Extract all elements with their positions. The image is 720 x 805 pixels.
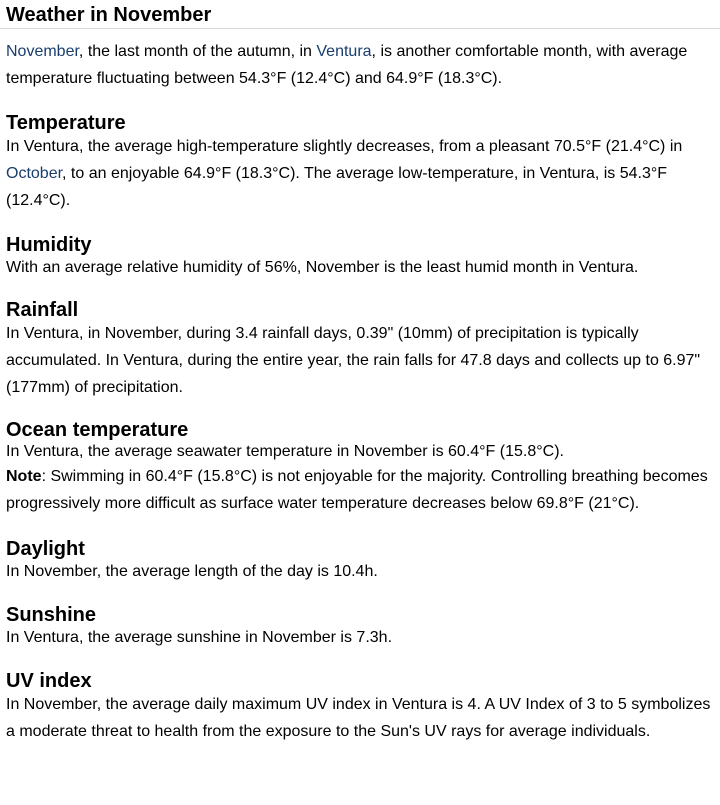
ocean-temperature-paragraph: In Ventura, the average seawater temperature in November is 60.4°F (15.8°C). (6, 443, 564, 460)
humidity-paragraph: With an average relative humidity of 56%, November is the least humid month in Ventura. (6, 259, 639, 276)
ventura-link[interactable]: Ventura (316, 43, 372, 60)
note-label: Note (6, 468, 42, 485)
page-title: Weather in November (0, 0, 720, 29)
temperature-paragraph (6, 133, 714, 214)
intro-text-1: , the last month of the autumn, in (78, 43, 317, 60)
uv-index-paragraph: In November, the average daily maximum UV index in Ventura is 4. A UV Index of 3 to 5 symbolizes a moderate threat to health from the exposure to the Sun's UV rays for average individuals. (6, 696, 711, 740)
ocean-temperature-section (0, 418, 720, 517)
october-link[interactable]: October (6, 165, 63, 182)
intro-paragraph (0, 38, 720, 92)
humidity-section (0, 233, 720, 279)
ocean-note-paragraph (6, 463, 714, 517)
rainfall-section (0, 298, 720, 401)
temperature-heading: Temperature (6, 112, 126, 134)
daylight-paragraph: In November, the average length of the day is 10.4h. (6, 563, 378, 580)
rainfall-paragraph: In Ventura, in November, during 3.4 rainfall days, 0.39" (10mm) of precipitation is typically accumulated. In Ventura, during the entire year, the rain falls for 47.8 days and collects up to 6.97" (177mm) of precipitation. (6, 325, 701, 396)
uv-index-heading: UV index (6, 670, 92, 692)
note-text: : Swimming in 60.4°F (15.8°C) is not enjoyable for the majority. Controlling breathing becomes progressively more difficult as surface water temperature decreases below 69.8°F (21°C). (6, 468, 708, 512)
uv-index-section (0, 669, 720, 745)
temperature-section (0, 111, 720, 214)
ocean-temperature-heading: Ocean temperature (6, 419, 189, 441)
intro-text-2: , is another comfortable month, with average temperature fluctuating between 54.3°F (12.4°C) and 64.9°F (18.3°C). (6, 43, 688, 87)
daylight-heading: Daylight (6, 538, 85, 560)
november-link[interactable]: November (6, 43, 79, 60)
rainfall-heading: Rainfall (6, 299, 79, 321)
temperature-text-2: , to an enjoyable 64.9°F (18.3°C). The average low-temperature, in Ventura, is 54.3°F (12.4°C). (6, 165, 668, 209)
sunshine-section (0, 603, 720, 649)
sunshine-heading: Sunshine (6, 604, 97, 626)
temperature-text-1: In Ventura, the average high-temperature slightly decreases, from a pleasant 70.5°F (21.4°C) in (6, 138, 683, 155)
sunshine-paragraph: In Ventura, the average sunshine in November is 7.3h. (6, 629, 393, 646)
daylight-section (0, 537, 720, 583)
humidity-heading: Humidity (6, 234, 92, 256)
